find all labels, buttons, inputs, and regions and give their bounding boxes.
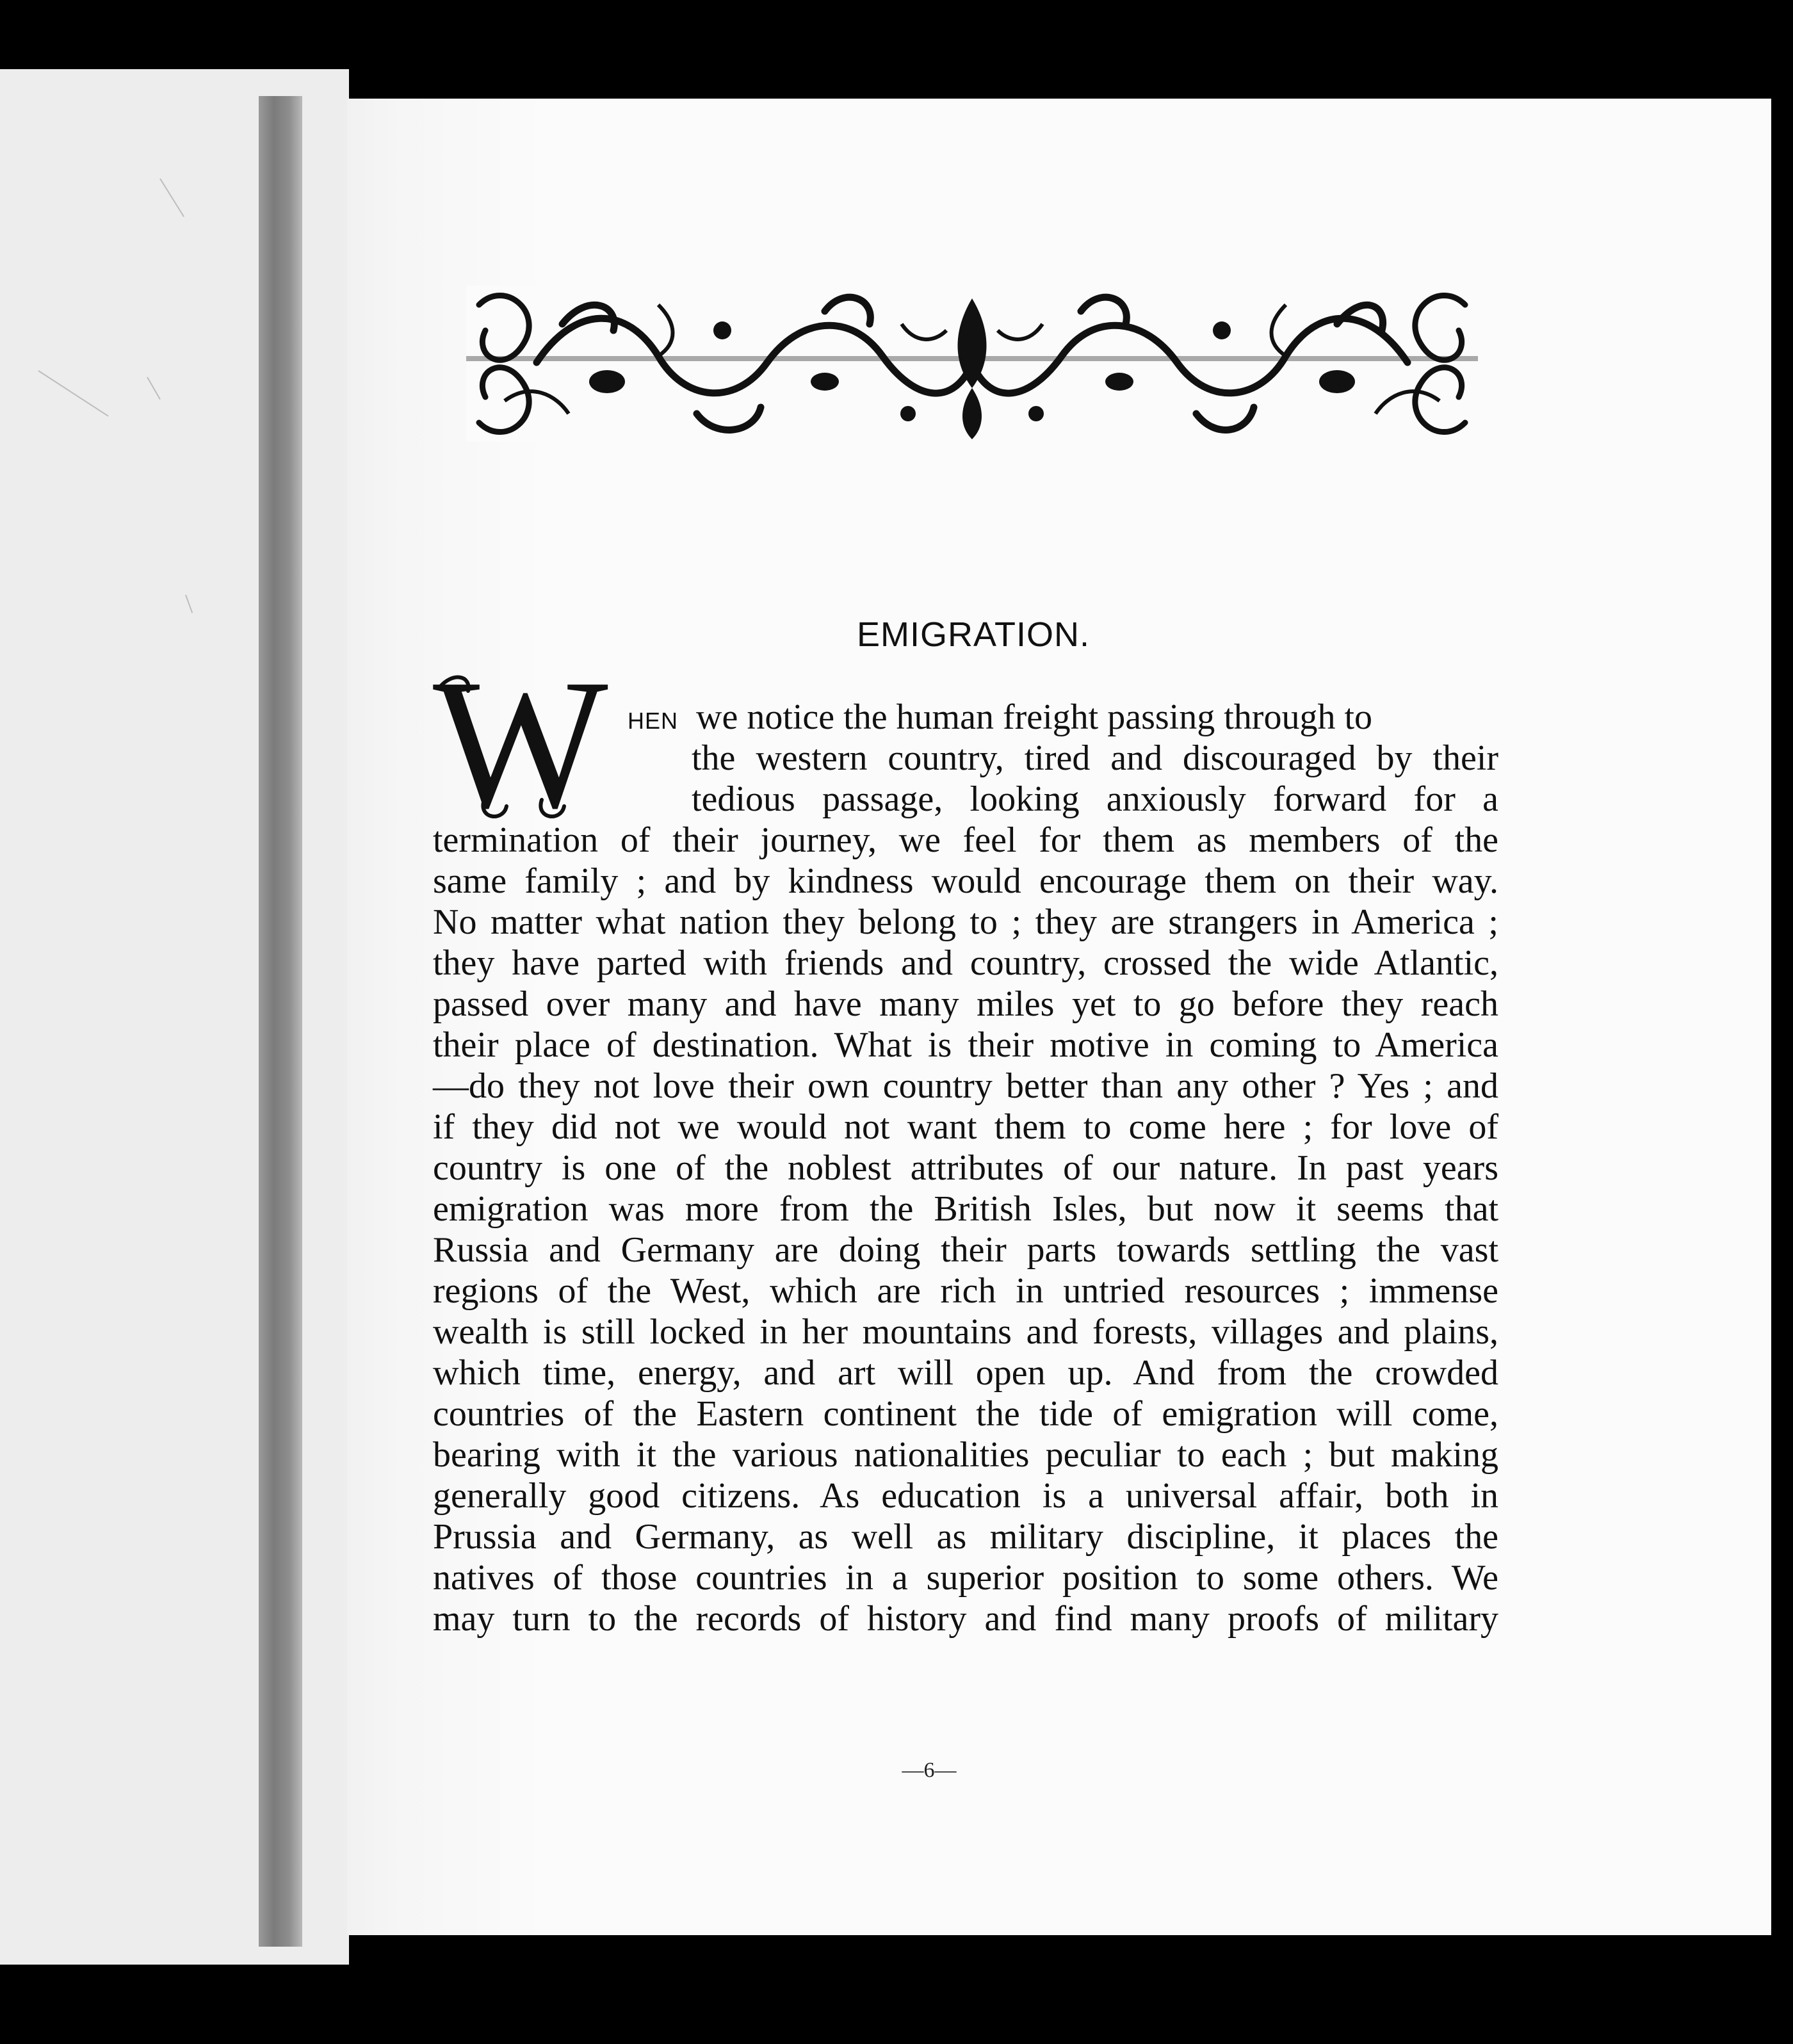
line-19: bearing with it the various nationalities peculiar to each ; but making bbox=[433, 1435, 1498, 1475]
line-12: country is one of the noblest attributes of our nature. In past years bbox=[433, 1148, 1498, 1188]
line-22: natives of those countries in a superior position to some others. We bbox=[433, 1558, 1498, 1598]
paper-mark bbox=[185, 595, 193, 613]
paper-mark bbox=[38, 370, 108, 416]
line-8: passed over many and have many miles yet to go before they reach bbox=[433, 984, 1498, 1024]
line-1: we notice the human freight passing through to bbox=[696, 697, 1373, 737]
line-5: same family ; and by kindness would encourage them on their way. bbox=[433, 861, 1498, 901]
line-4: termination of their journey, we feel for them as members of the bbox=[433, 820, 1498, 860]
text-line bbox=[628, 697, 1498, 738]
line-2: the western country, tired and discouraged by their bbox=[692, 738, 1498, 778]
paper-mark bbox=[147, 377, 161, 400]
line-6: No matter what nation they belong to ; they are strangers in America ; bbox=[433, 902, 1498, 942]
line-14: Russia and Germany are doing their parts towards settling the vast bbox=[433, 1230, 1498, 1270]
line-13: emigration was more from the British Isles, but now it seems that bbox=[433, 1189, 1498, 1229]
page-title: EMIGRATION. bbox=[856, 615, 1090, 654]
small-caps-word: HEN bbox=[628, 708, 679, 734]
book-gutter bbox=[259, 96, 302, 1947]
page-number: —6— bbox=[902, 1758, 957, 1782]
line-20: generally good citizens. As education is a universal affair, both in bbox=[433, 1476, 1498, 1516]
line-3: tedious passage, looking anxiously forward for a bbox=[692, 779, 1498, 819]
line-9: their place of destination. What is their motive in coming to America bbox=[433, 1025, 1498, 1065]
line-16: wealth is still locked in her mountains and forests, villages and plains, bbox=[433, 1312, 1498, 1352]
line-21: Prussia and Germany, as well as military discipline, it places the bbox=[433, 1517, 1498, 1557]
line-18: countries of the Eastern continent the tide of emigration will come, bbox=[433, 1394, 1498, 1434]
line-7: they have parted with friends and country, crossed the wide Atlantic, bbox=[433, 943, 1498, 983]
ornamental-header-band bbox=[466, 286, 1478, 442]
line-10: —do they not love their own country better than any other ? Yes ; and bbox=[433, 1066, 1498, 1106]
paper-mark bbox=[159, 178, 184, 216]
line-17: which time, energy, and art will open up. And from the crowded bbox=[433, 1353, 1498, 1393]
svg-text:W: W bbox=[433, 669, 608, 822]
line-23: may turn to the records of history and find many proofs of military bbox=[433, 1599, 1498, 1639]
line-15: regions of the West, which are rich in untried resources ; immense bbox=[433, 1271, 1498, 1311]
line-11: if they did not we would not want them to come here ; for love of bbox=[433, 1107, 1498, 1147]
drop-cap-letter bbox=[433, 669, 619, 822]
